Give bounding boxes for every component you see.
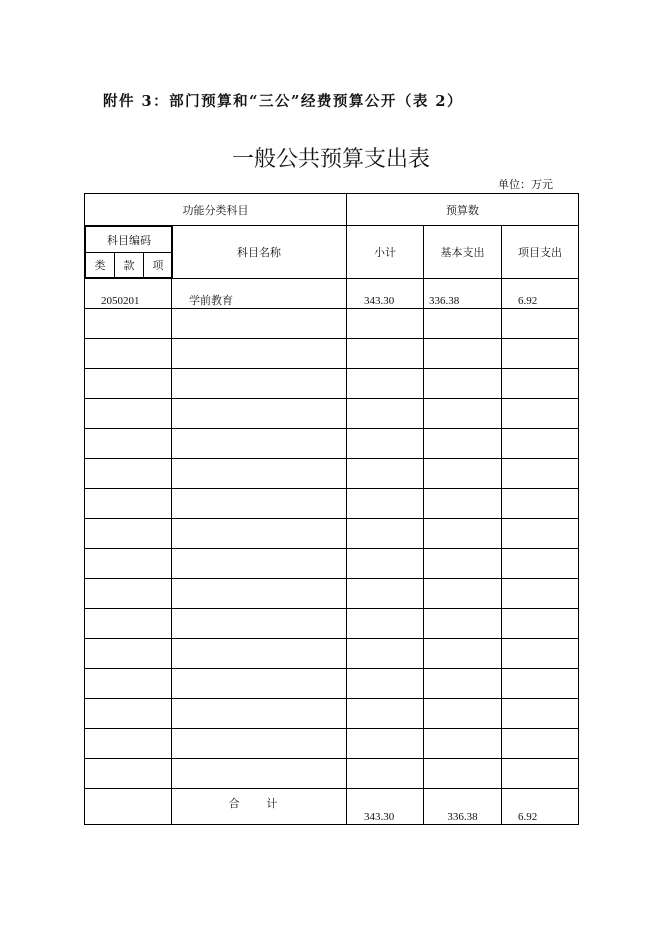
header-function-category: 功能分类科目 [85,194,347,226]
table-row-empty [85,399,579,429]
table-row-empty [85,339,579,369]
table-row-empty [85,579,579,609]
total-basic: 336.38 [424,789,502,825]
row-basic: 336.38 [424,279,502,309]
budget-table [84,193,579,825]
total-label: 合 计 [172,789,347,825]
header-subject-name: 科目名称 [172,226,347,279]
table-row [85,279,579,309]
total-code-empty [85,789,172,825]
total-row [85,789,579,825]
header-code-section: 款 [115,253,144,278]
attachment-heading: 附件 3：部门预算和“三公”经费预算公开（表 2） [103,93,463,110]
table-row-empty [85,309,579,339]
row-name: 学前教育 [172,279,347,309]
table-row-empty [85,519,579,549]
header-budget-amount: 预算数 [347,194,579,226]
header-code-class: 类 [86,253,115,278]
table-row-empty [85,459,579,489]
header-code: 科目编码 [86,227,173,253]
header-code-item: 项 [144,253,173,278]
total-subtotal: 343.30 [347,789,424,825]
header-project-expenditure: 项目支出 [502,226,579,279]
table-row-empty [85,639,579,669]
table-row-empty [85,369,579,399]
table-row-empty [85,669,579,699]
table-row-empty [85,759,579,789]
table-row-empty [85,489,579,519]
row-project: 6.92 [502,279,579,309]
page-title: 一般公共预算支出表 [231,147,430,172]
row-code: 2050201 [85,279,172,309]
total-project: 6.92 [502,789,579,825]
table-row-empty [85,609,579,639]
header-subtotal: 小计 [347,226,424,279]
table-row-empty [85,549,579,579]
header-code-cell [85,226,172,279]
table-row-empty [85,729,579,759]
table-row-empty [85,429,579,459]
header-basic-expenditure: 基本支出 [424,226,502,279]
table-row-empty [85,699,579,729]
row-subtotal: 343.30 [347,279,424,309]
unit-label: 单位：万元 [498,178,553,191]
